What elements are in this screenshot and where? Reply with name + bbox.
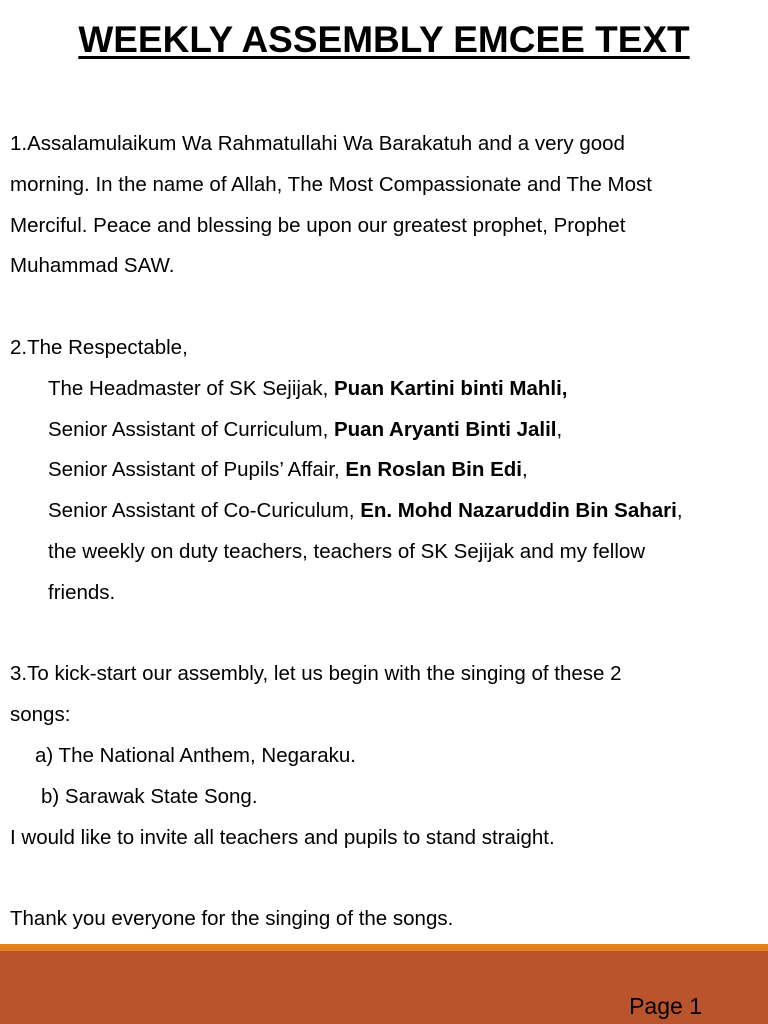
dignitary-name: Puan Kartini binti Mahli, bbox=[334, 376, 568, 400]
invite-line: I would like to invite all teachers and pupils to stand straight. bbox=[10, 825, 555, 849]
opening-greeting bbox=[10, 124, 766, 287]
dignitary-role: Senior Assistant of Pupils’ Affair, bbox=[48, 458, 346, 482]
song-item-b: b) Sarawak State Song. bbox=[41, 784, 258, 808]
greeting-line: 1.Assalamulaikum Wa Rahmatullahi Wa Barakatuh and a very good bbox=[10, 132, 625, 155]
songs-intro-line: 3.To kick-start our assembly, let us begin with the singing of these 2 bbox=[10, 662, 622, 686]
dignitary-name: En. Mohd Nazaruddin Bin Sahari bbox=[360, 499, 677, 523]
respectable-heading: 2.The Respectable, bbox=[10, 335, 188, 359]
page-number: Page 1 bbox=[629, 993, 702, 1019]
dignitary-line bbox=[10, 491, 766, 532]
dignitary-name: En Roslan Bin Edi bbox=[345, 458, 522, 482]
audience-line: friends. bbox=[48, 580, 116, 604]
dignitary-line bbox=[10, 450, 766, 491]
songs-section bbox=[10, 654, 766, 858]
closing-line: Thank you everyone for the singing of the songs. bbox=[10, 907, 454, 931]
songs-intro-line: songs: bbox=[10, 703, 71, 727]
dignitary-suffix: , bbox=[556, 417, 563, 441]
greeting-line: Merciful. Peace and blessing be upon our greatest prophet, Prophet bbox=[10, 213, 626, 237]
dignitary-name: Puan Aryanti Binti Jalil bbox=[333, 417, 557, 441]
dignitary-role: The Headmaster of SK Sejijak, bbox=[48, 376, 334, 400]
dignitary-suffix: , bbox=[521, 458, 528, 482]
dignitary-role: Senior Assistant of Co-Curiculum, bbox=[48, 499, 361, 523]
audience-line: the weekly on duty teachers, teachers of SK Sejijak and my fellow bbox=[48, 539, 646, 563]
greeting-line: morning. In the name of Allah, The Most Compassionate and The Most bbox=[10, 172, 652, 196]
dignitary-line bbox=[10, 410, 766, 451]
dignitary-line bbox=[10, 369, 766, 410]
dignitary-suffix: , bbox=[676, 499, 683, 523]
document-body bbox=[10, 124, 766, 940]
dignitary-role: Senior Assistant of Curriculum, bbox=[48, 417, 334, 441]
greeting-line: Muhammad SAW. bbox=[10, 254, 175, 278]
footer-accent-line bbox=[0, 944, 768, 951]
respectable-section bbox=[10, 328, 766, 614]
page-title: WEEKLY ASSEMBLY EMCEE TEXT bbox=[78, 19, 690, 60]
song-item-a: a) The National Anthem, Negaraku. bbox=[35, 743, 356, 767]
